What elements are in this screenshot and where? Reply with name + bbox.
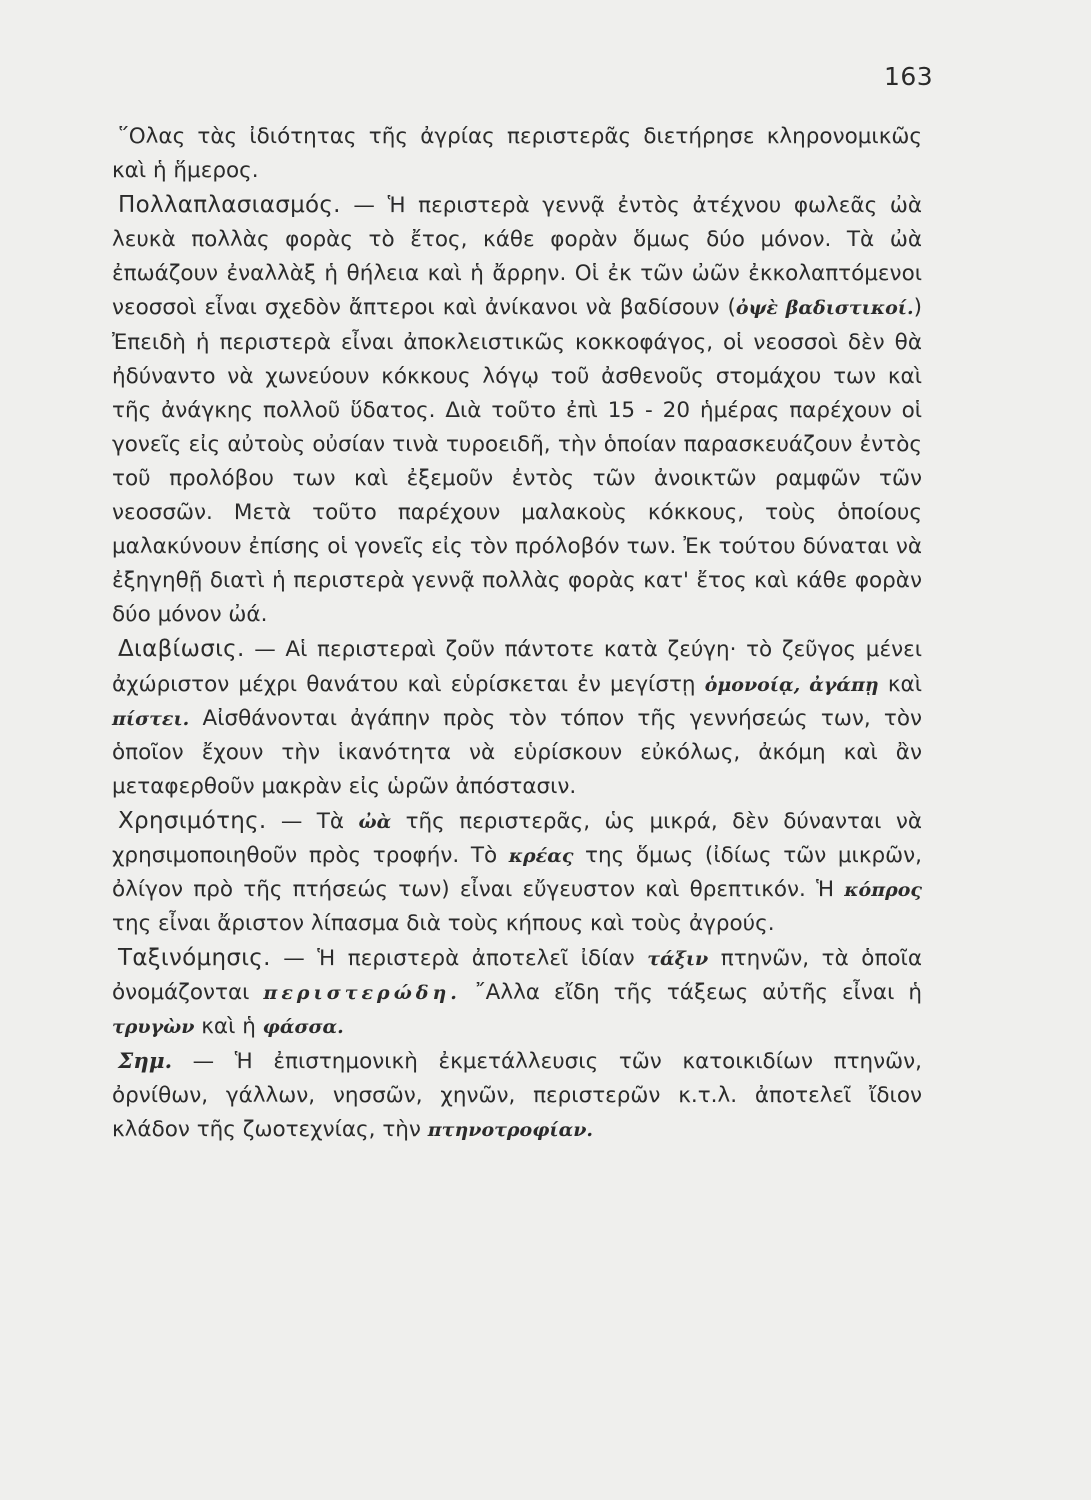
section-heading-lifestyle: Διαβίωσις. bbox=[118, 636, 245, 663]
body-text: — Αἱ περιστεραὶ ζοῦν πάντοτε κατὰ ζεύγη· τὸ ζεῦγος μένει ἀχώριστον μέχρι θανάτου καὶ εὑρίσκεται ἐν μεγίστῃ bbox=[112, 637, 922, 697]
emphasis-text: φάσσα. bbox=[262, 1016, 344, 1039]
emphasis-text: ὀψὲ βαδιστικοί. bbox=[735, 297, 914, 320]
section-heading-classification: Ταξινόμησις. bbox=[118, 945, 271, 972]
emphasis-text: κρέας bbox=[508, 844, 574, 867]
body-text: — Ἡ περιστερὰ γεννᾷ ἐντὸς ἀτέχνου φωλεᾶς ὠὰ λευκὰ πολλὰς φορὰς τὸ ἔτος, κάθε φορὰν ὅμως δύο μόνον. Τὰ ὠὰ ἐπωάζουν ἐναλλὰξ ἡ θήλεια καὶ ἡ ἄρρην. Οἱ ἐκ τῶν ὠῶν ἐκκολαπτόμενοι νεοσσοὶ εἶναι σχεδὸν ἄπτεροι καὶ ἀνίκανοι νὰ βαδίσουν ( bbox=[112, 193, 922, 321]
paragraph-classification bbox=[112, 941, 922, 1044]
body-text: — Τὰ bbox=[266, 808, 359, 834]
paragraph-usefulness bbox=[112, 804, 922, 941]
body-text: Αἰσθάνονται ἀγάπην πρὸς τὸν τόπον τῆς γεννήσεώς των, τὸν ὁποῖον ἔχουν τὴν ἱκανότητα νὰ εὑρίσκουν εὐκόλως, ἀκόμη καὶ ἂν μεταφερθοῦν μακρὰν εἰς ὡρῶν ἀπόστασιν. bbox=[112, 705, 922, 799]
emphasis-text: τρυγὼν bbox=[112, 1016, 195, 1039]
emphasis-text: ὠὰ bbox=[358, 810, 392, 833]
body-text: ) Ἐπειδὴ ἡ περιστερὰ εἶναι ἀποκλειστικῶς κοκκοφάγος, οἱ νεοσσοὶ δὲν θὰ ἠδύναντο νὰ χωνεύουν κόκκους λόγῳ τοῦ ἀσθενοῦς στομάχου των καὶ τῆς ἀνάγκης πολλοῦ ὕδατος. Διὰ τοῦτο ἐπὶ 15 - 20 ἡμέρας παρέχουν οἱ γονεῖς εἰς αὐτοὺς οὐσίαν τινὰ τυροειδῆ, τὴν ὁποίαν παρασκευάζουν ἐντὸς τοῦ προλόβου των καὶ ἐξεμοῦν ἐντὸς τῶν ἀνοικτῶν ραμφῶν τῶν νεοσσῶν. Μετὰ τοῦτο παρέχουν μαλακοὺς κόκκους, τοὺς ὁποίους μαλακύνουν ἐπίσης οἱ γονεῖς εἰς τὸν πρόλοβόν των. Ἐκ τούτου δύναται νὰ ἐξηγηθῇ διατὶ ἡ περιστερὰ γεννᾷ πολλὰς φορὰς κατ' ἔτος καὶ κάθε φορὰν δύο μόνον ὠά. bbox=[112, 295, 922, 628]
body-text: της ὅμως (ἰδίως τῶν μικρῶν, ὀλίγον πρὸ τῆς πτήσεώς των) εἶναι εὔγευστον καὶ θρεπτικόν. Ἡ bbox=[112, 842, 922, 903]
body-text: τῆς περιστερᾶς, ὡς μικρά, δὲν δύνανται νὰ χρησιμοποιηθοῦν πρὸς τροφήν. Τὸ bbox=[112, 808, 923, 868]
emphasis-text: κόπρος bbox=[844, 879, 922, 902]
body-text: ῎Αλλα εἴδη τῆς τάξεως αὐτῆς εἶναι ἡ bbox=[460, 980, 922, 1006]
emphasis-text: πτηνοτροφίαν. bbox=[427, 1118, 594, 1141]
paragraph-intro bbox=[112, 120, 922, 188]
intro-text: ῞Ολας τὰς ἰδιότητας τῆς ἀγρίας περιστερᾶς διετήρησε κληρονομικῶς καὶ ἡ ἥμερος. bbox=[112, 124, 922, 184]
paragraph-lifestyle bbox=[112, 632, 922, 803]
body-text: — Ἡ ἐπιστημονικὴ ἐκμετάλλευσις τῶν κατοικιδίων πτηνῶν, ὀρνίθων, γάλλων, νησσῶν, χηνῶν, περιστερῶν κ.τ.λ. ἀποτελεῖ ἴδιον κλάδον τῆς ζωοτεχνίας, τὴν bbox=[112, 1048, 922, 1142]
emphasis-text: τάξιν bbox=[647, 948, 709, 971]
page-number: 163 bbox=[884, 62, 934, 91]
emphasis-text: ὁμονοίᾳ, ἀγάπῃ bbox=[704, 673, 879, 696]
body-text: πτηνῶν, τὰ ὁποῖα ὀνομάζονται bbox=[112, 946, 922, 1006]
body-text: καὶ ἡ bbox=[194, 1014, 263, 1040]
body-text: — Ἡ περιστερὰ ἀποτελεῖ ἰδίαν bbox=[270, 946, 648, 972]
note-label: Σημ. bbox=[118, 1048, 173, 1074]
paragraph-reproduction bbox=[112, 188, 922, 632]
paragraph-note bbox=[112, 1045, 922, 1147]
body-text: της εἶναι ἄριστον λίπασμα διὰ τοὺς κήπους καὶ τοὺς ἀγρούς. bbox=[112, 911, 775, 937]
page-text bbox=[112, 120, 922, 1147]
section-heading-reproduction: Πολλαπλασιασμός. bbox=[118, 192, 341, 219]
body-text: καὶ bbox=[878, 671, 922, 697]
emphasis-text: περιστερώδη. bbox=[263, 982, 461, 1005]
section-heading-usefulness: Χρησιμότης. bbox=[118, 807, 267, 834]
emphasis-text: πίστει. bbox=[112, 707, 190, 730]
